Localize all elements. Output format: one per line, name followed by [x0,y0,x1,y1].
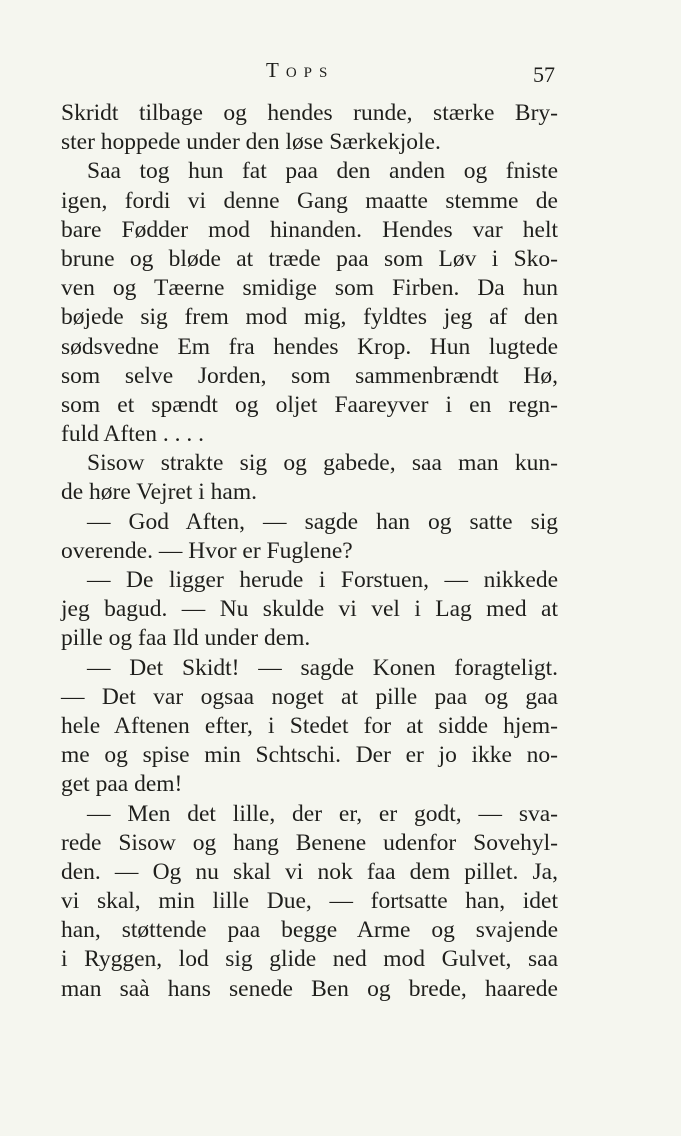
text-line: ven og Tæerne smidige som Firben. Da hun [61,275,558,302]
text-line: bøjede sig frem mod mig, fyldtes jeg af den [61,304,558,331]
text-line: — Det Skidt! — sagde Konen foragteligt. [87,654,558,681]
text-line: rede Sisow og hang Benene udenfor Sovehyl- [61,829,558,856]
text-line: i Ryggen, lod sig glide ned mod Gulvet, saa [61,946,558,973]
text-line: ster hoppede under den løse Særkekjole. [61,129,441,156]
text-line: han, støttende paa begge Arme og svajende [61,917,558,944]
text-line: vi skal, min lille Due, — fortsatte han, idet [61,888,558,915]
text-line: bare Fødder mod hinanden. Hendes var helt [61,216,558,243]
text-line: fuld Aften . . . . [61,421,204,448]
text-line: som et spændt og oljet Faareyver i en regn- [61,391,558,418]
text-line: — Det var ogsaa noget at pille paa og gaa [61,683,558,710]
text-line: igen, fordi vi denne Gang maatte stemme de [61,187,558,214]
page-number: 57 [533,62,555,87]
text-line: Saa tog hun fat paa den anden og fniste [87,158,558,185]
text-line: — De ligger herude i Forstuen, — nikkede [87,567,558,593]
text-line: Skridt tilbage og hendes runde, stærke Bry- [61,100,558,126]
text-line: som selve Jorden, som sammenbrændt Hø, [61,362,558,389]
text-line: brune og bløde at træde paa som Løv i Sko- [61,245,558,272]
text-line: — God Aften, — sagde han og satte sig [87,508,558,535]
text-line: Sisow strakte sig og gabede, saa man kun- [87,450,558,477]
text-line: — Men det lille, der er, er godt, — sva- [87,800,558,827]
body-text [61,99,558,1004]
text-line: den. — Og nu skal vi nok faa dem pillet. Ja, [61,858,558,885]
running-head [0,58,681,92]
text-line: man saà hans senede Ben og brede, haarede [61,975,558,1002]
text-line: de høre Vejret i ham. [61,479,257,506]
text-line: pille og faa Ild under dem. [61,625,311,652]
chapter-title: Tops [266,58,335,82]
text-line: get paa dem! [61,771,183,798]
text-line: sødsvedne Em fra hendes Krop. Hun lugtede [61,333,558,360]
text-line: hele Aftenen efter, i Stedet for at sidde hjem- [61,712,558,739]
text-line: me og spise min Schtschi. Der er jo ikke no- [61,742,558,769]
text-line: overende. — Hvor er Fuglene? [61,537,353,564]
text-line: jeg bagud. — Nu skulde vi vel i Lag med at [61,596,558,623]
